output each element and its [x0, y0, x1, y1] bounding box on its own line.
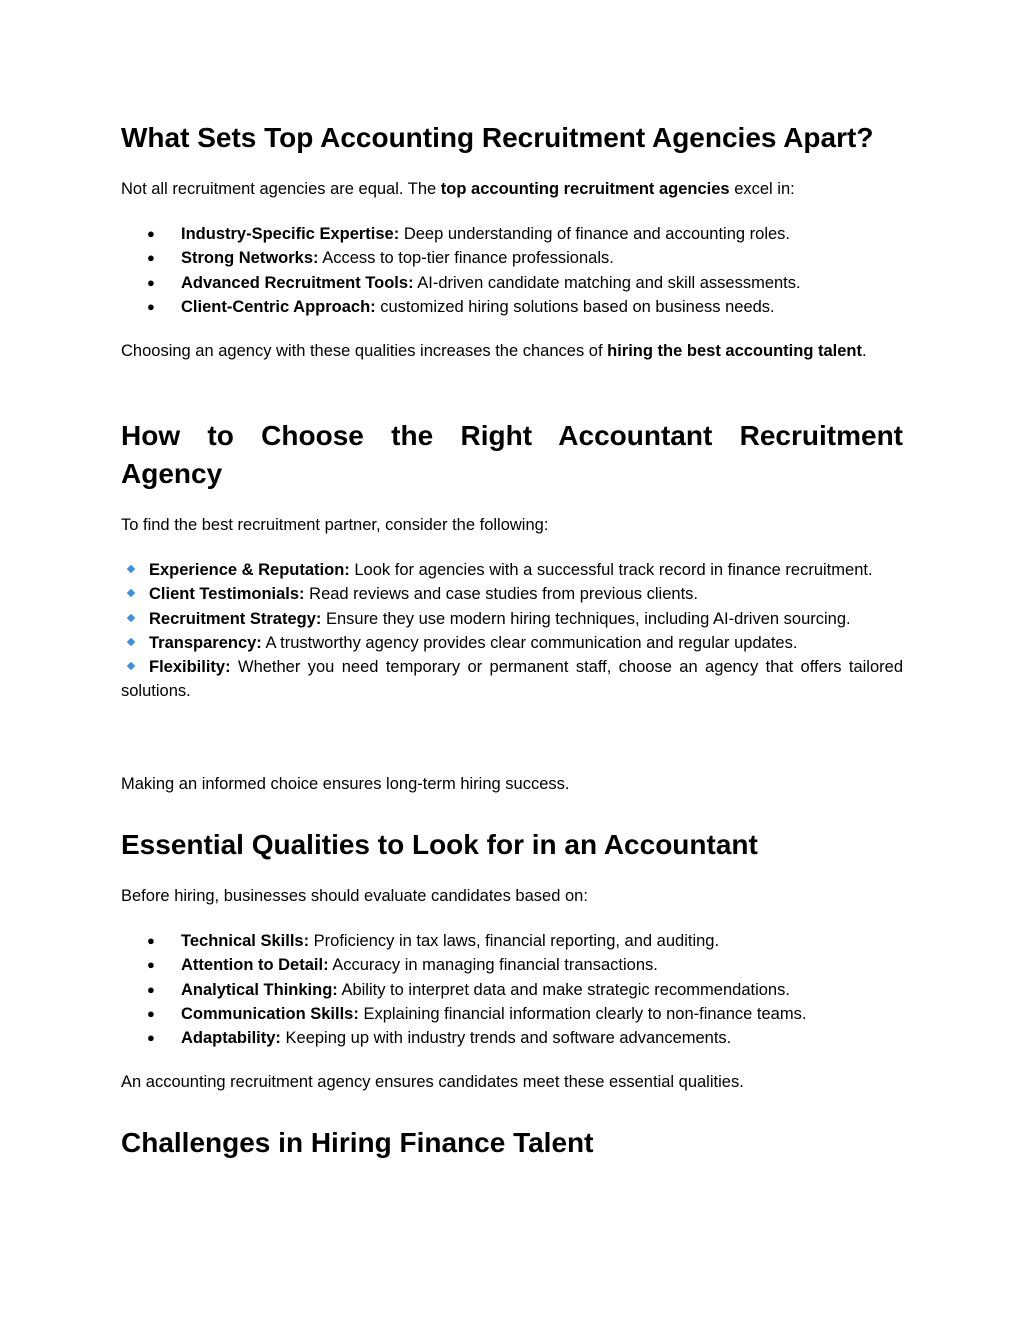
bullet-dot-icon: ● — [147, 957, 155, 973]
paragraph — [121, 177, 903, 201]
list-item — [121, 222, 903, 246]
text: Choosing an agency with these qualities increases the chances of — [121, 342, 608, 360]
item-label: Analytical Thinking: — [181, 980, 338, 999]
list-item — [121, 1026, 903, 1050]
item-text: customized hiring solutions based on business needs. — [375, 297, 775, 316]
item-label: Advanced Recruitment Tools: — [181, 273, 414, 292]
bullet-dot-icon: ● — [147, 933, 155, 948]
list-item — [121, 246, 903, 270]
list-item — [121, 1002, 903, 1026]
bullet-dot-icon: ● — [147, 274, 155, 290]
list-item — [121, 631, 903, 655]
text: . — [862, 342, 867, 360]
bullet-dot-icon: ● — [147, 298, 155, 314]
item-text: Proficiency in tax laws, financial reporting, and auditing. — [309, 932, 720, 950]
item-label: Industry-Specific Expertise: — [181, 225, 400, 243]
item-text: Accuracy in managing financial transactions. — [328, 956, 658, 975]
section-heading: What Sets Top Accounting Recruitment Agencies Apart? — [121, 122, 874, 153]
bullet-list — [121, 222, 903, 319]
bullet-dot-icon: ● — [147, 250, 155, 266]
bold-text: top accounting recruitment agencies — [440, 180, 730, 198]
bold-text: hiring the best accounting talent — [607, 342, 862, 360]
section-heading: How to Choose the Right Accountant Recruitment — [121, 420, 903, 451]
item-text: Access to top-tier finance professionals. — [318, 249, 614, 268]
paragraph: An accounting recruitment agency ensures candidates meet these essential qualities. — [121, 1073, 744, 1091]
list-item — [121, 607, 903, 631]
item-text: Ability to interpret data and make strategic recommendations. — [337, 980, 790, 999]
item-label: Transparency: — [149, 633, 262, 652]
section-heading: Essential Qualities to Look for in an Accountant — [121, 829, 758, 860]
item-text: Explaining financial information clearly to non-finance teams. — [358, 1004, 807, 1023]
bullet-list — [121, 929, 903, 1050]
diamond-list — [121, 558, 903, 704]
paragraph: To find the best recruitment partner, consider the following: — [121, 516, 549, 534]
list-item — [121, 953, 903, 977]
item-text: Ensure they use modern hiring techniques, including AI-driven sourcing. — [321, 609, 851, 628]
bullet-dot-icon: ● — [147, 1005, 155, 1021]
list-item — [121, 271, 903, 295]
text: Not all recruitment agencies are equal. The — [121, 180, 441, 198]
diamond-bullet-icon — [127, 582, 137, 606]
item-label: Experience & Reputation: — [149, 561, 350, 579]
item-text: A trustworthy agency provides clear communication and regular updates. — [261, 633, 798, 652]
section-heading: Challenges in Hiring Finance Talent — [121, 1127, 594, 1158]
item-label: Client-Centric Approach: — [181, 297, 376, 316]
bullet-dot-icon: ● — [147, 981, 155, 997]
item-label: Recruitment Strategy: — [149, 609, 322, 628]
list-item — [121, 558, 903, 582]
item-text: Read reviews and case studies from previous clients. — [304, 585, 698, 604]
paragraph: Before hiring, businesses should evaluate candidates based on: — [121, 887, 588, 905]
bullet-dot-icon: ● — [147, 226, 155, 241]
diamond-bullet-icon — [127, 655, 137, 679]
item-label: Strong Networks: — [181, 249, 319, 268]
list-item — [121, 295, 903, 319]
item-label: Adaptability: — [181, 1029, 281, 1048]
text: excel in: — [729, 180, 795, 198]
item-label: Communication Skills: — [181, 1004, 359, 1023]
diamond-bullet-icon — [127, 558, 137, 582]
list-item — [121, 929, 903, 953]
paragraph — [121, 339, 903, 363]
item-label: Client Testimonials: — [149, 585, 305, 604]
paragraph: Making an informed choice ensures long-term hiring success. — [121, 775, 570, 793]
item-text: AI-driven candidate matching and skill assessments. — [413, 273, 801, 292]
list-item — [121, 978, 903, 1002]
item-label: Technical Skills: — [181, 932, 310, 950]
list-item — [121, 582, 903, 606]
bullet-dot-icon: ● — [147, 1030, 155, 1046]
item-text: Look for agencies with a successful track record in finance recruitment. — [349, 561, 873, 579]
list-item — [121, 655, 903, 704]
item-text: Whether you need temporary or permanent staff, choose an agency that offers tailored solutions. — [121, 658, 903, 701]
item-label: Flexibility: — [149, 658, 231, 677]
section-heading-continued: Agency — [121, 458, 223, 489]
item-text: Deep understanding of finance and accounting roles. — [399, 225, 791, 243]
diamond-bullet-icon — [127, 631, 137, 655]
diamond-bullet-icon — [127, 607, 137, 631]
item-text: Keeping up with industry trends and software advancements. — [280, 1029, 732, 1048]
item-label: Attention to Detail: — [181, 956, 329, 975]
